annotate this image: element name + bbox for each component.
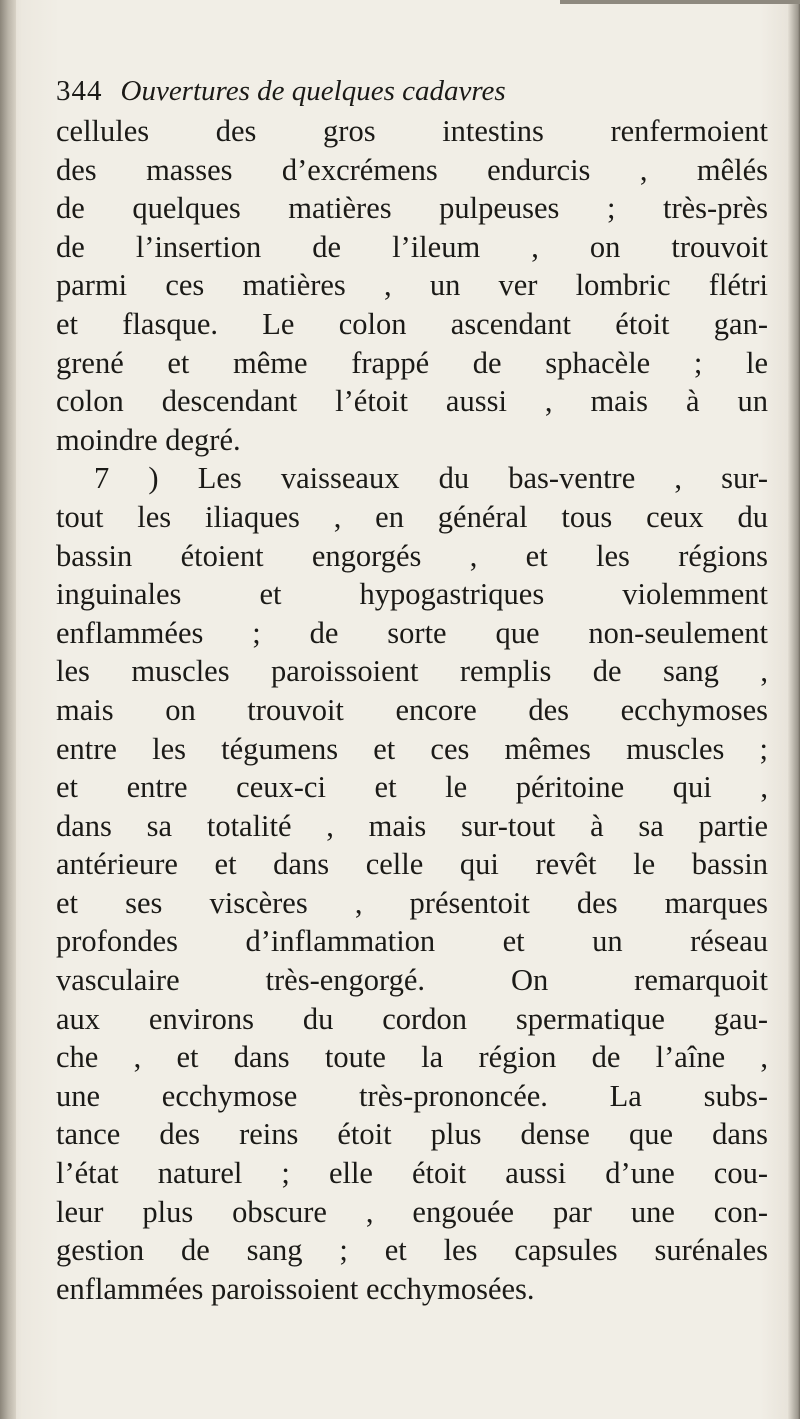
text-line: enflammées paroissoient ecchymosées. <box>56 1271 535 1306</box>
text-line: et ses viscères , présentoit des marques <box>56 885 768 920</box>
text-line: leur plus obscure , engouée par une con- <box>56 1194 768 1229</box>
text-line: et entre ceux-ci et le péritoine qui , <box>56 770 768 805</box>
text-line: moindre degré. <box>56 422 241 457</box>
text-line: che , et dans toute la région de l’aîne , <box>56 1040 768 1075</box>
text-line: grené et même frappé de sphacèle ; le <box>56 345 768 380</box>
text-line: une ecchymose très-prononcée. La subs- <box>56 1078 768 1113</box>
text-line: cellules des gros intestins renfermoient <box>56 114 768 148</box>
text-line: tance des reins étoit plus dense que dans <box>56 1117 768 1152</box>
text-line: inguinales et hypogastriques violemment <box>56 577 768 612</box>
text-line: antérieure et dans celle qui revêt le bassin <box>56 847 768 882</box>
text-line: profondes d’inflammation et un réseau <box>56 924 768 959</box>
text-line: de l’insertion de l’ileum , on trouvoit <box>56 229 768 264</box>
text-line: entre les tégumens et ces mêmes muscles ; <box>56 731 768 766</box>
text-line: l’état naturel ; elle étoit aussi d’une cou- <box>56 1156 768 1191</box>
text-block <box>56 72 768 1308</box>
page-header <box>56 72 768 112</box>
top-edge-mark <box>560 0 800 4</box>
text-line: mais on trouvoit encore des ecchymoses <box>56 692 768 727</box>
running-head: Ouvertures de quelques cadavres <box>120 75 506 107</box>
text-line: de quelques matières pulpeuses ; très-près <box>56 191 768 226</box>
page-number: 344 <box>56 75 103 107</box>
text-line: vasculaire très-engorgé. On remarquoit <box>56 963 768 998</box>
text-line: parmi ces matières , un ver lombric flétri <box>56 268 768 303</box>
text-line: tout les iliaques , en général tous ceux du <box>56 499 768 534</box>
text-line: les muscles paroissoient remplis de sang , <box>56 654 768 689</box>
body-text <box>56 112 768 1308</box>
text-line: aux environs du cordon spermatique gau- <box>56 1001 768 1036</box>
text-line: dans sa totalité , mais sur-tout à sa partie <box>56 808 768 843</box>
book-spine-shadow <box>0 0 16 1419</box>
text-line: enflammées ; de sorte que non-seulement <box>56 615 768 650</box>
text-line: des masses d’excrémens endurcis , mêlés <box>56 152 768 187</box>
text-line: colon descendant l’étoit aussi , mais à un <box>56 384 768 419</box>
text-line: gestion de sang ; et les capsules surénales <box>56 1233 768 1268</box>
text-line: et flasque. Le colon ascendant étoit gan- <box>56 306 768 341</box>
text-line: bassin étoient engorgés , et les régions <box>56 538 768 573</box>
page-edge-shadow <box>788 0 800 1419</box>
text-line: 7 ) Les vaisseaux du bas-ventre , sur- <box>94 461 768 496</box>
